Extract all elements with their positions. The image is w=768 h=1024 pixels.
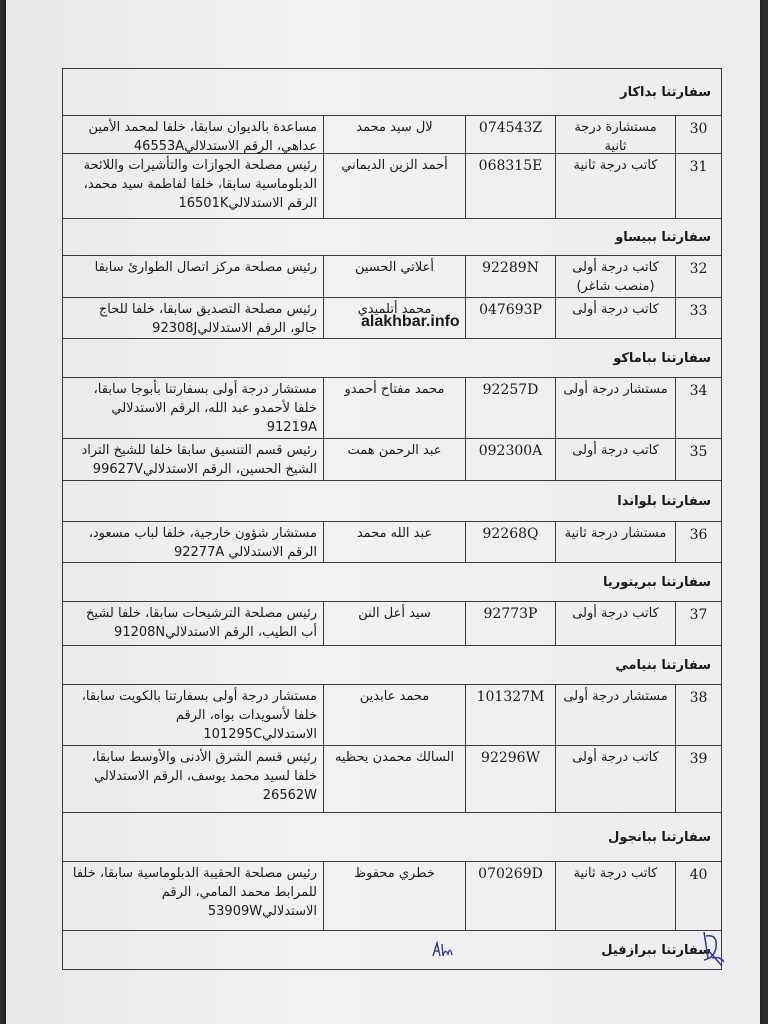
row-grade: كاتب درجة أولى (منصب شاغر) — [555, 256, 675, 297]
row-id: 068315E — [465, 154, 555, 218]
row-note: رئيس قسم التنسيق سابقا خلفا للشيخ التراد الشيخ الحسين، الرقم الاستدلالي99627V — [81, 443, 317, 477]
row-grade: مستشار درجة أولى — [555, 378, 675, 438]
row-grade: مستشار درجة أولى — [555, 685, 675, 745]
table-row — [63, 746, 721, 813]
row-name: لال سيد محمد — [323, 116, 465, 153]
section-header — [63, 69, 721, 116]
row-id: 92289N — [465, 256, 555, 297]
row-number: 35 — [675, 439, 721, 480]
row-id: 92296W — [465, 746, 555, 812]
section-title: سفارتنا بنيامي — [615, 657, 711, 673]
row-grade: كاتب درجة أولى — [555, 746, 675, 812]
row-note: مستشار شؤون خارجية، خلفا لباب مسعود، الرقم الاستدلالي 92277A — [88, 526, 317, 560]
row-name: محمد عابدين — [323, 685, 465, 745]
row-name: خطري محفوظ — [323, 862, 465, 930]
row-number: 32 — [675, 256, 721, 297]
row-name: سيد أعل النن — [323, 602, 465, 645]
section-title: سفارتنا بلواندا — [617, 493, 711, 509]
document-page — [6, 0, 760, 1024]
row-id: 92773P — [465, 602, 555, 645]
row-name: عبد الرحمن همت — [323, 439, 465, 480]
row-id: 070269D — [465, 862, 555, 930]
table-row — [63, 256, 721, 298]
watermark: alakhbar.info — [361, 313, 460, 330]
row-id: 092300A — [465, 439, 555, 480]
row-note: رئيس مصلحة مركز اتصال الطوارئ سابقا — [94, 260, 317, 275]
row-number: 38 — [675, 685, 721, 745]
row-note: مساعدة بالديوان سابقا، خلفا لمحمد الأمين عداهي، الرقم الاستدلالي46553A — [88, 120, 317, 154]
section-header — [63, 931, 721, 969]
row-grade: كاتب درجة أولى — [555, 298, 675, 338]
section-header — [63, 339, 721, 378]
section-title: سفارتنا ببرازفيل — [601, 942, 711, 958]
row-grade: مستشارة درجة ثانية — [555, 116, 675, 153]
section-title: سفارتنا بداكار — [620, 84, 711, 100]
section-header — [63, 481, 721, 522]
row-note: رئيس قسم الشرق الأدنى والأوسط سابقا، خلفا لسيد محمد يوسف، الرقم الاستدلالي 26562W — [91, 750, 317, 803]
table-row — [63, 522, 721, 563]
initials-signature-icon — [430, 938, 456, 962]
table-row — [63, 378, 721, 439]
section-title: سفارتنا ببريتوريا — [603, 574, 711, 590]
row-grade: كاتب درجة ثانية — [555, 862, 675, 930]
row-id: 92257D — [465, 378, 555, 438]
row-number: 37 — [675, 602, 721, 645]
row-name: السالك محمدن يحظيه — [323, 746, 465, 812]
row-grade: كاتب درجة أولى — [555, 439, 675, 480]
section-title: سفارتنا ببانجول — [608, 829, 711, 845]
section-header — [63, 563, 721, 602]
row-name: أعلاتي الحسين — [323, 256, 465, 297]
handwritten-signature-icon — [698, 928, 728, 970]
section-header — [63, 219, 721, 256]
section-header — [63, 646, 721, 685]
row-name: أحمد الزين الديماني — [323, 154, 465, 218]
table-row — [63, 154, 721, 219]
row-grade: كاتب درجة ثانية — [555, 154, 675, 218]
row-note: مستشار درجة أولى بسفارتنا بالكويت سابقا، خلفا لأسويدات بواه، الرقم الاستدلالي101295C — [81, 689, 317, 742]
row-name: محمد مفتاح أحمدو — [323, 378, 465, 438]
table-row — [63, 862, 721, 931]
row-number: 36 — [675, 522, 721, 562]
row-id: 047693P — [465, 298, 555, 338]
row-name: محمد أتلميدي — [323, 298, 465, 338]
section-title: سفارتنا ببيساو — [615, 229, 711, 245]
row-note: رئيس مصلحة الجوازات والتأشيرات واللائحة الدبلوماسية سابقا، خلفا لفاطمة سيد محمد، الرقم الاستدلالي16501K — [83, 158, 317, 211]
row-number: 34 — [675, 378, 721, 438]
row-id: 074543Z — [465, 116, 555, 153]
row-note: مستشار درجة أولى بسفارتنا بأبوجا سابقا، خلفا لأحمدو عبد الله، الرقم الاستدلالي 91219A — [93, 382, 317, 435]
row-number: 31 — [675, 154, 721, 218]
row-grade: مستشار درجة ثانية — [555, 522, 675, 562]
table-row — [63, 439, 721, 481]
row-id: 101327M — [465, 685, 555, 745]
section-title: سفارتنا بباماكو — [613, 350, 711, 366]
row-number: 39 — [675, 746, 721, 812]
appointments-table — [62, 68, 722, 970]
section-header — [63, 813, 721, 862]
row-number: 40 — [675, 862, 721, 930]
row-grade: كاتب درجة أولى — [555, 602, 675, 645]
row-name: عبد الله محمد — [323, 522, 465, 562]
row-note: رئيس مصلحة الحقيبة الدبلوماسية سابقا، خلفا للمرابط محمد المامي، الرقم الاستدلالي53909W — [72, 866, 317, 919]
row-id: 92268Q — [465, 522, 555, 562]
table-row — [63, 116, 721, 154]
table-row — [63, 602, 721, 646]
row-number: 33 — [675, 298, 721, 338]
row-note: رئيس مصلحة التصديق سابقا، خلفا للحاج جالو، الرقم الاستدلالي92308J — [98, 302, 317, 336]
row-note: رئيس مصلحة الترشيحات سابقا، خلفا لشيخ أب الطيب، الرقم الاستدلالي91208N — [86, 606, 317, 640]
table-row — [63, 685, 721, 746]
row-number: 30 — [675, 116, 721, 153]
